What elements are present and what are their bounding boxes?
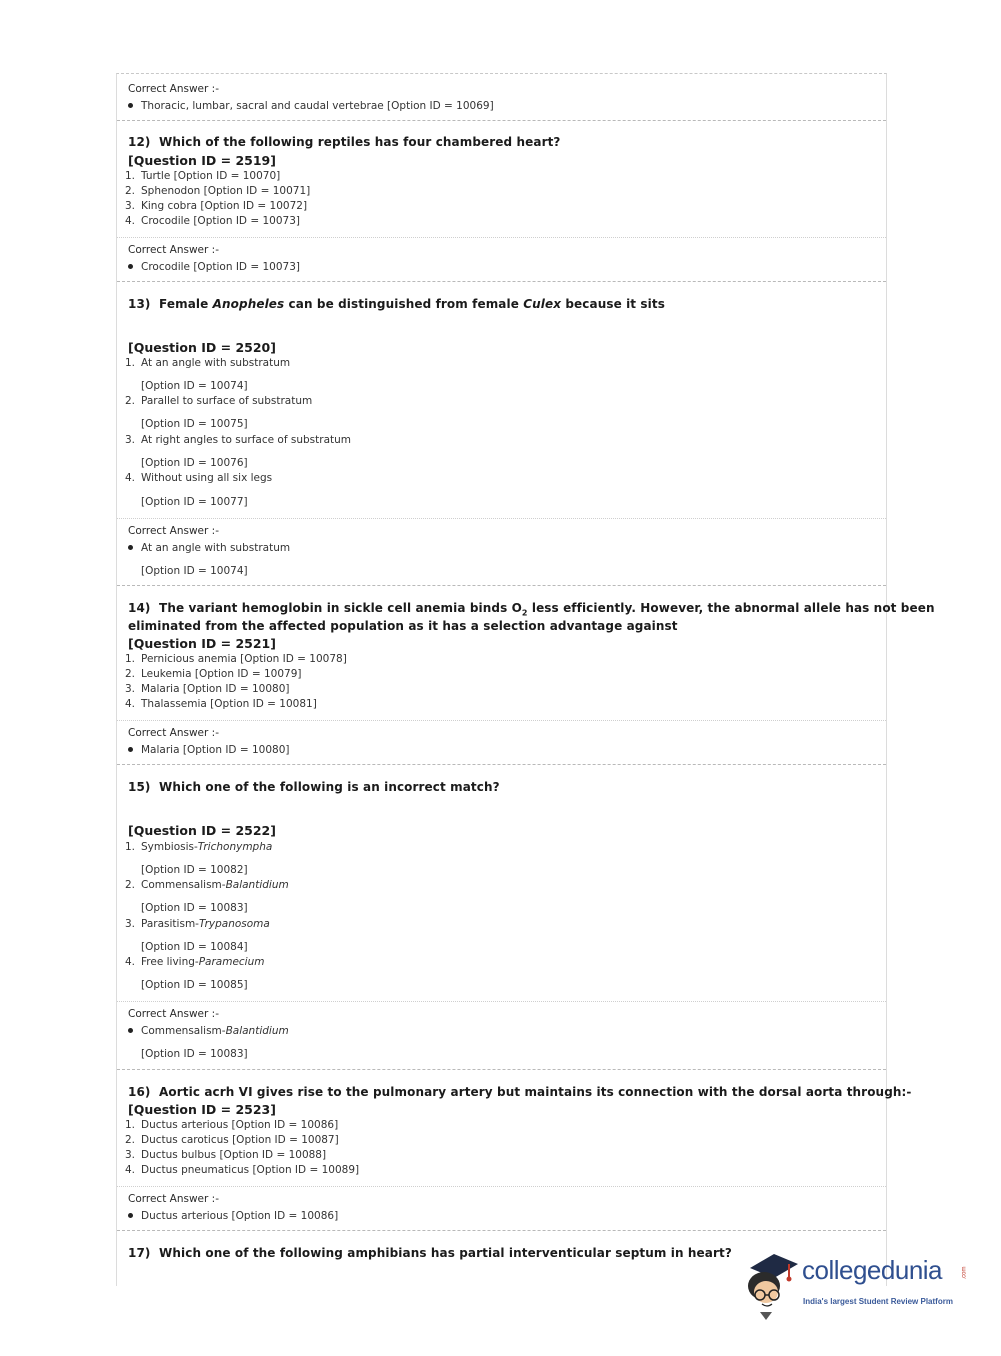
option-id: [Option ID = 10074]: [141, 565, 248, 577]
option-item: 3. At right angles to surface of substratum: [125, 434, 352, 446]
option-item: 4. Free living-Paramecium: [125, 956, 265, 968]
bullet-icon: [128, 747, 133, 752]
question-divider: [117, 585, 886, 586]
option-id: [Option ID = 10083]: [141, 902, 248, 914]
option-item: 3. King cobra [Option ID = 10072]: [125, 200, 308, 212]
question-17: 17) Which one of the following amphibians has partial interventicular septum in heart?: [128, 1246, 732, 1260]
question-divider: [117, 281, 886, 282]
option-item: 3. Malaria [Option ID = 10080]: [125, 683, 290, 695]
question-15: 15) Which one of the following is an incorrect match?: [128, 780, 500, 794]
question-13: 13) Female Anopheles can be distinguished from female Culex because it sits: [128, 297, 665, 311]
option-id: [Option ID = 10083]: [141, 1048, 248, 1060]
brand-name: collegedunia: [802, 1255, 943, 1285]
option-item: 1. Ductus arterious [Option ID = 10086]: [125, 1119, 339, 1131]
correct-answer: Thoracic, lumbar, sacral and caudal vertebrae [Option ID = 10069]: [128, 100, 494, 112]
option-item: 2. Leukemia [Option ID = 10079]: [125, 668, 302, 680]
correct-answer-label: Correct Answer :-: [128, 244, 219, 256]
question-id: [Question ID = 2520]: [128, 340, 276, 355]
option-item: 4. Crocodile [Option ID = 10073]: [125, 215, 300, 227]
correct-answer-label: Correct Answer :-: [128, 727, 219, 739]
option-id: [Option ID = 10085]: [141, 979, 248, 991]
correct-answer-label: Correct Answer :-: [128, 83, 219, 95]
brand-tld: .com: [961, 1266, 968, 1280]
section-divider: [117, 1186, 886, 1187]
question-id: [Question ID = 2521]: [128, 636, 276, 651]
option-item: 4. Thalassemia [Option ID = 10081]: [125, 698, 317, 710]
question-id: [Question ID = 2519]: [128, 153, 276, 168]
question-16: 16) Aortic acrh VI gives rise to the pulmonary artery but maintains its connection with the dorsal aorta through:-: [128, 1085, 912, 1099]
bullet-icon: [128, 1213, 133, 1218]
question-divider: [117, 120, 886, 121]
correct-answer: Ductus arterious [Option ID = 10086]: [128, 1210, 338, 1222]
section-divider: [117, 237, 886, 238]
option-item: 4. Without using all six legs: [125, 472, 273, 484]
option-item: 1. Turtle [Option ID = 10070]: [125, 170, 281, 182]
option-id: [Option ID = 10076]: [141, 457, 248, 469]
correct-answer: Malaria [Option ID = 10080]: [128, 744, 289, 756]
brand-tagline: India's largest Student Review Platform: [803, 1297, 953, 1306]
option-item: 3. Ductus bulbus [Option ID = 10088]: [125, 1149, 327, 1161]
option-item: 1. Symbiosis-Trichonympha: [125, 841, 273, 853]
bullet-icon: [128, 103, 133, 108]
option-id: [Option ID = 10074]: [141, 380, 248, 392]
question-14: 14) The variant hemoglobin in sickle cell anemia binds $O_2$ less efficiently. However, the abnormal allele has not been: [128, 601, 935, 618]
section-divider: [117, 518, 886, 519]
option-item: 2. Sphenodon [Option ID = 10071]: [125, 185, 311, 197]
option-item: 1. Pernicious anemia [Option ID = 10078]: [125, 653, 347, 665]
collegedunia-logo: [742, 1250, 972, 1320]
question-divider: [117, 1069, 886, 1070]
question-id: [Question ID = 2523]: [128, 1102, 276, 1117]
section-divider: [117, 1001, 886, 1002]
correct-answer: At an angle with substratum: [128, 542, 290, 554]
option-id: [Option ID = 10084]: [141, 941, 248, 953]
correct-answer-label: Correct Answer :-: [128, 1193, 219, 1205]
question-12: 12) Which of the following reptiles has four chambered heart?: [128, 135, 561, 149]
option-item: 2. Ductus caroticus [Option ID = 10087]: [125, 1134, 339, 1146]
option-item: 2. Commensalism-Balantidium: [125, 879, 289, 891]
question-14-line-2: eliminated from the affected population as it has a selection advantage against: [128, 619, 678, 633]
option-id: [Option ID = 10082]: [141, 864, 248, 876]
question-divider: [117, 764, 886, 765]
option-item: 3. Parasitism-Trypanosoma: [125, 918, 270, 930]
correct-answer: Crocodile [Option ID = 10073]: [128, 261, 300, 273]
bullet-icon: [128, 1028, 133, 1033]
question-sheet: [116, 73, 935, 1286]
section-divider: [117, 720, 886, 721]
question-id: [Question ID = 2522]: [128, 823, 276, 838]
mascot-icon: [742, 1250, 802, 1320]
option-item: 4. Ductus pneumaticus [Option ID = 10089]: [125, 1164, 360, 1176]
option-id: [Option ID = 10075]: [141, 418, 248, 430]
option-item: 1. At an angle with substratum: [125, 357, 291, 369]
option-id: [Option ID = 10077]: [141, 496, 248, 508]
correct-answer-label: Correct Answer :-: [128, 525, 219, 537]
correct-answer: Commensalism-Balantidium: [128, 1025, 289, 1037]
correct-answer-label: Correct Answer :-: [128, 1008, 219, 1020]
option-item: 2. Parallel to surface of substratum: [125, 395, 313, 407]
bullet-icon: [128, 264, 133, 269]
bullet-icon: [128, 545, 133, 550]
question-divider: [117, 1230, 886, 1231]
